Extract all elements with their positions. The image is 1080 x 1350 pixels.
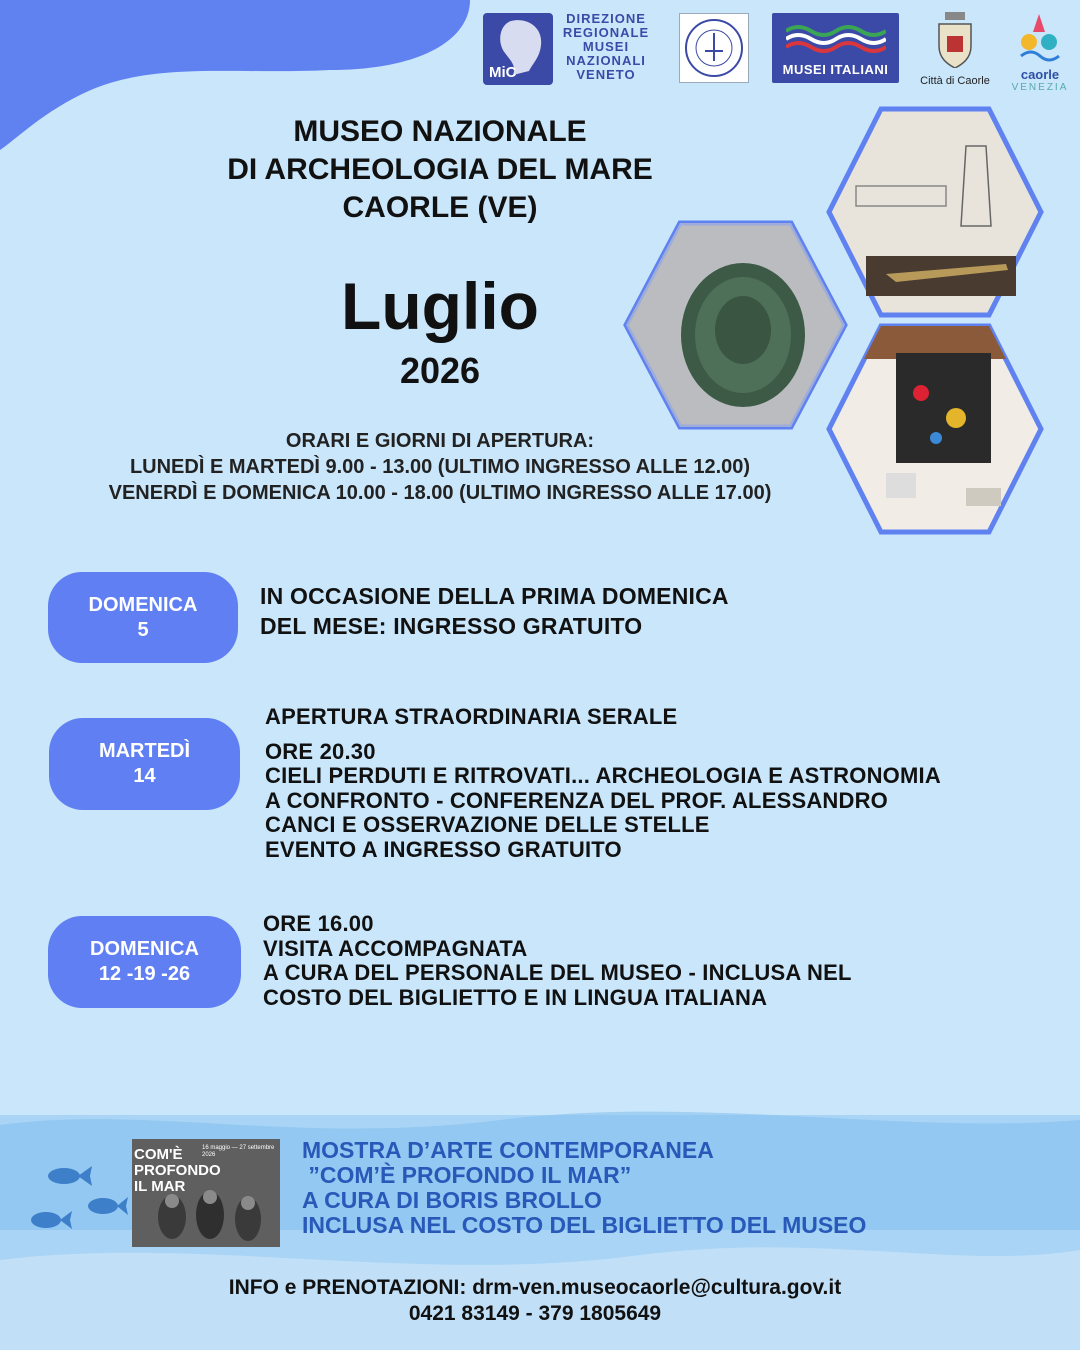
- pistol-exhibit-photo: [826, 106, 1044, 318]
- event-line: IN OCCASIONE DELLA PRIMA DOMENICA: [260, 583, 729, 609]
- fish-icon: [88, 1197, 128, 1215]
- hours-line: VENERDÌ E DOMENICA 10.00 - 18.00 (ULTIMO INGRESSO ALLE 17.00): [108, 482, 772, 504]
- event-date: 5: [137, 618, 149, 641]
- contact-email-line: INFO e PRENOTAZIONI: drm-ven.museocaorle@cultura.gov.it: [228, 1276, 842, 1299]
- musei-italiani-label: MUSEI ITALIANI: [782, 62, 889, 77]
- exhibition-description: [302, 1138, 1002, 1238]
- mic-logo: [483, 13, 553, 85]
- seal-icon: [683, 17, 745, 79]
- fish-icon: [48, 1166, 92, 1186]
- art-exhibit-photo: [826, 323, 1044, 535]
- event-line: A CURA DEL PERSONALE DEL MUSEO - INCLUSA NEL: [263, 960, 852, 985]
- caorle-brand-logo: [1010, 12, 1070, 93]
- exhibition-line: ”COM’È PROFONDO IL MAR”: [302, 1162, 632, 1188]
- event-line: VISITA ACCOMPAGNATA: [263, 935, 528, 961]
- event-day: DOMENICA: [90, 938, 199, 960]
- event-description: [260, 581, 1040, 641]
- museum-title: [150, 113, 730, 227]
- event-line: EVENTO A INGRESSO GRATUITO: [265, 836, 622, 862]
- event-line: COSTO DEL BIGLIETTO E IN LINGUA ITALIANA: [263, 984, 768, 1010]
- exhibition-poster: [132, 1139, 280, 1247]
- citta-label: Città di Caorle: [920, 75, 990, 87]
- event-date: 12 -19 -26: [98, 963, 191, 985]
- caorle-mark-icon: [1015, 12, 1065, 62]
- direzione-line: REGIONALE: [562, 25, 650, 40]
- fish-icons: [20, 1160, 130, 1235]
- hours-line: ORARI E GIORNI DI APERTURA:: [285, 430, 595, 452]
- contact-phone-line: 0421 83149 - 379 1805649: [408, 1302, 662, 1325]
- title-line: DI ARCHEOLOGIA DEL MARE: [227, 153, 653, 186]
- direzione-line: MUSEI: [582, 39, 630, 54]
- fish-icon: [31, 1211, 72, 1229]
- event-day: MARTEDÌ: [98, 740, 191, 762]
- exhibition-line: INCLUSA NEL COSTO DEL BIGLIETTO DEL MUSEO: [302, 1212, 867, 1238]
- month-heading: Luglio: [341, 269, 539, 343]
- citta-di-caorle-logo: [910, 12, 1000, 87]
- poster-dates: 16 maggio — 27 settembre 2026: [202, 1145, 275, 1158]
- contact-info: [100, 1275, 970, 1327]
- opening-hours: [40, 428, 840, 506]
- exhibition-line: A CURA DI BORIS BROLLO: [302, 1187, 602, 1213]
- mic-label: MiC: [489, 64, 517, 81]
- event-line: DEL MESE: INGRESSO GRATUITO: [260, 613, 643, 639]
- wave-flag-icon: [786, 23, 886, 53]
- poster-title: COM'È PROFONDO IL MAR: [134, 1146, 221, 1195]
- title-line: CAORLE (VE): [342, 191, 538, 224]
- caorle-sub-label: VENEZIA: [1011, 82, 1069, 93]
- direzione-line: VENETO: [576, 67, 636, 82]
- hours-line: LUNEDÌ E MARTEDÌ 9.00 - 13.00 (ULTIMO INGRESSO ALLE 12.00): [129, 456, 751, 478]
- direzione-regionale-logo: [556, 12, 656, 82]
- coat-of-arms-icon: [935, 12, 975, 68]
- event-description: [263, 912, 1053, 1010]
- direzione-line: DIREZIONE: [566, 11, 646, 26]
- event-date: 14: [133, 765, 156, 787]
- event-line: APERTURA STRAORDINARIA SERALE: [265, 704, 678, 729]
- year-heading: 2026: [399, 350, 481, 391]
- exhibition-line: MOSTRA D’ARTE CONTEMPORANEA: [302, 1137, 714, 1163]
- event-date-badge: [48, 572, 238, 663]
- caorle-brand-label: caorle: [1020, 67, 1060, 82]
- event-line: A CONFRONTO - CONFERENZA DEL PROF. ALESSANDRO: [265, 787, 888, 813]
- event-date-badge: [48, 916, 241, 1008]
- event-line: CANCI E OSSERVAZIONE DELLE STELLE: [265, 812, 710, 837]
- title-line: MUSEO NAZIONALE: [293, 115, 587, 148]
- event-line: CIELI PERDUTI E RITROVATI... ARCHEOLOGIA E ASTRONOMIA: [265, 763, 941, 788]
- museum-seal-logo: [679, 13, 749, 83]
- event-date-badge: [49, 718, 240, 810]
- musei-italiani-logo: [772, 13, 899, 83]
- direzione-line: NAZIONALI: [566, 53, 646, 68]
- event-day: DOMENICA: [88, 593, 198, 616]
- coin-photo: [623, 220, 848, 430]
- event-line: ORE 20.30: [265, 738, 376, 764]
- event-description: [265, 705, 1055, 862]
- event-line: ORE 16.00: [263, 911, 374, 936]
